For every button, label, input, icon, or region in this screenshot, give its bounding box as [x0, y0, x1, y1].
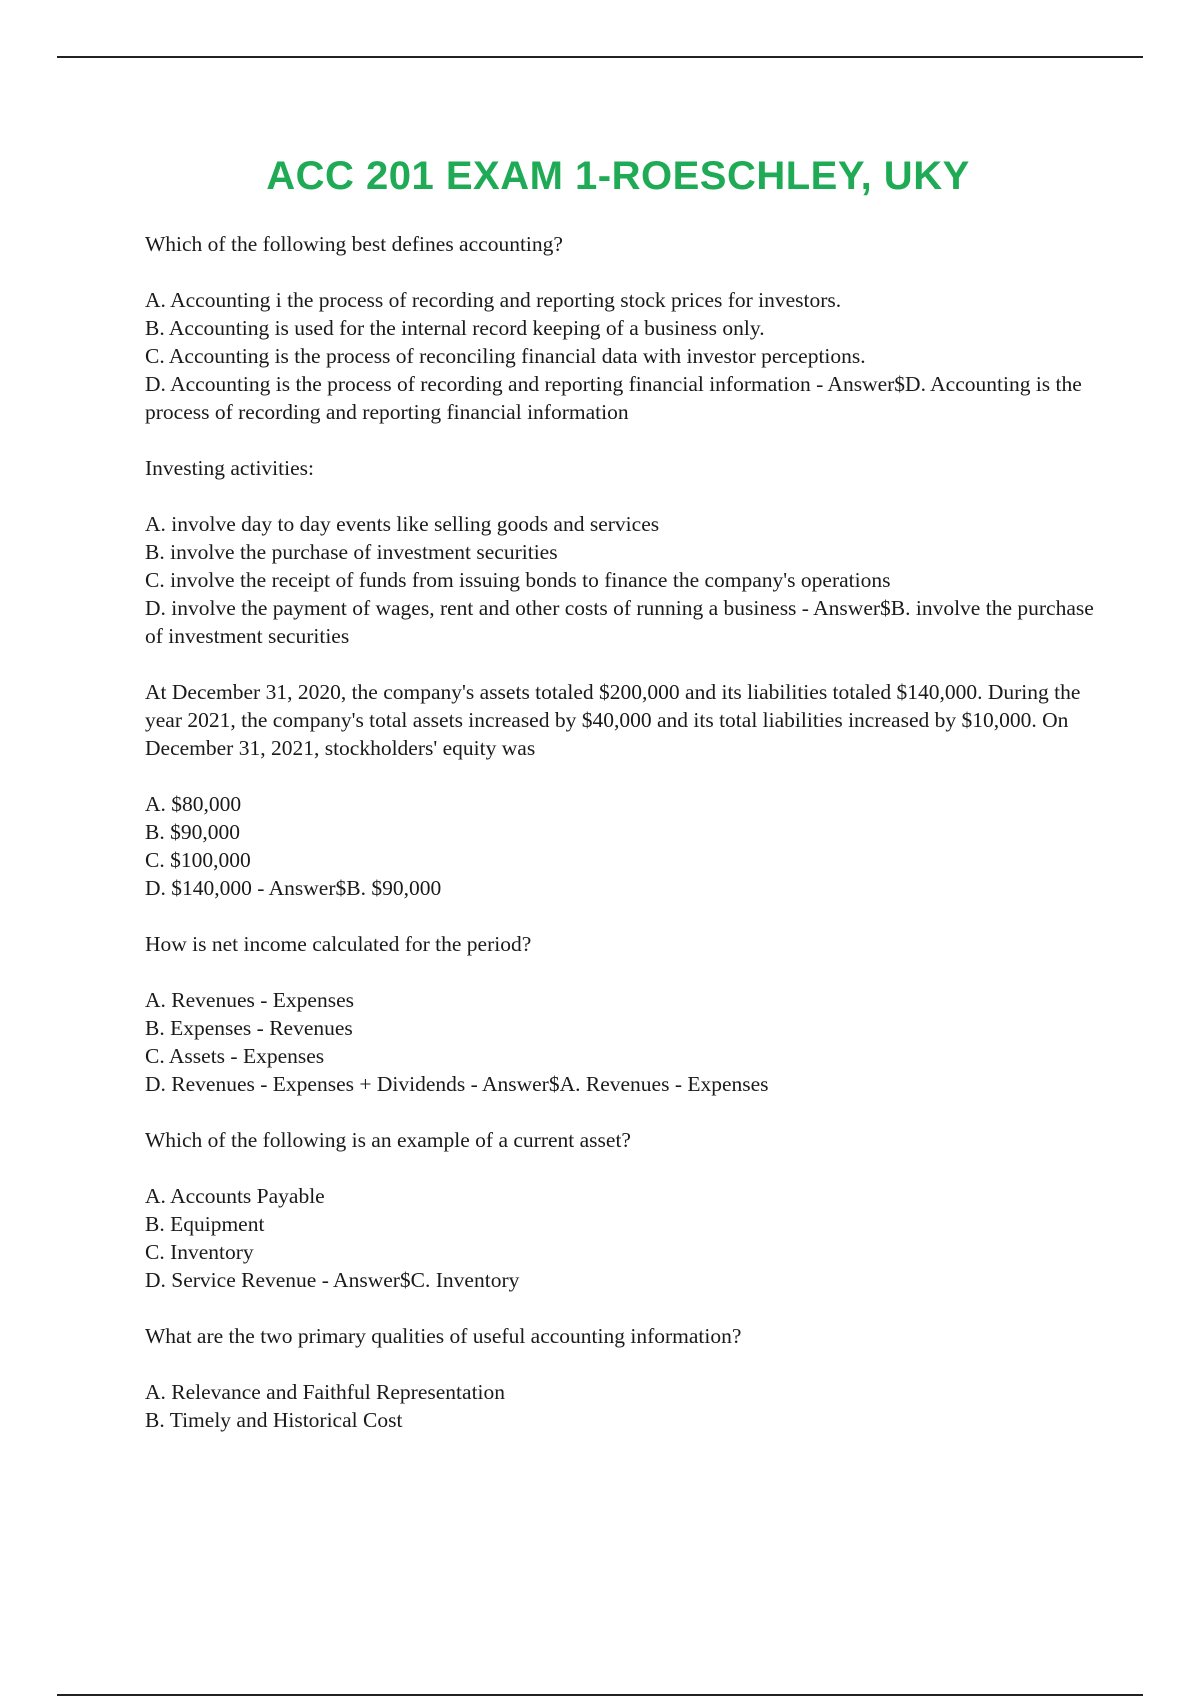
- document-body: [145, 230, 1105, 1462]
- answer-options: [145, 1182, 1105, 1294]
- question-prompt: What are the two primary qualities of useful accounting information?: [145, 1324, 742, 1348]
- page-title: ACC 201 EXAM 1-ROESCHLEY, UKY: [266, 154, 970, 198]
- option-item: C. $100,000: [145, 848, 251, 872]
- option-item: C. Accounting is the process of reconciling financial data with investor perceptions.: [145, 344, 866, 368]
- option-item: C. Inventory: [145, 1240, 254, 1264]
- answer-options: [145, 1378, 1105, 1434]
- option-item: D. involve the payment of wages, rent and other costs of running a business - Answer$B. involve the purchase of investment securities: [145, 596, 1094, 648]
- option-item: A. Accounts Payable: [145, 1184, 325, 1208]
- option-item: B. $90,000: [145, 820, 240, 844]
- option-item: C. Assets - Expenses: [145, 1044, 325, 1068]
- option-item: B. involve the purchase of investment securities: [145, 540, 558, 564]
- question-prompt: How is net income calculated for the period?: [145, 932, 532, 956]
- option-item: A. Revenues - Expenses: [145, 988, 354, 1012]
- option-item: B. Expenses - Revenues: [145, 1016, 353, 1040]
- question-prompt: At December 31, 2020, the company's assets totaled $200,000 and its liabilities totaled $140,000. During the year 2021, the company's total assets increased by $40,000 and its total liabilities increased by $10,000. On December 31, 2021, stockholders' equity was: [145, 680, 1081, 760]
- answer-options: [145, 986, 1105, 1098]
- answer-options: [145, 510, 1105, 650]
- option-item: D. $140,000 - Answer$B. $90,000: [145, 876, 442, 900]
- option-item: A. involve day to day events like selling goods and services: [145, 512, 660, 536]
- option-item: B. Equipment: [145, 1212, 265, 1236]
- question-prompt: Investing activities:: [145, 456, 314, 480]
- option-item: D. Revenues - Expenses + Dividends - Answer$A. Revenues - Expenses: [145, 1072, 769, 1096]
- answer-options: [145, 286, 1105, 426]
- question-prompt: Which of the following best defines accounting?: [145, 232, 563, 256]
- footer-divider: [57, 1694, 1143, 1696]
- header-divider: [57, 56, 1143, 58]
- option-item: A. Accounting i the process of recording and reporting stock prices for investors.: [145, 288, 842, 312]
- option-item: A. Relevance and Faithful Representation: [145, 1380, 506, 1404]
- option-item: B. Timely and Historical Cost: [145, 1408, 403, 1432]
- answer-options: [145, 790, 1105, 902]
- option-item: D. Accounting is the process of recording and reporting financial information - Answer$D. Accounting is the process of recording and reporting financial information: [145, 372, 1082, 424]
- question-prompt: Which of the following is an example of a current asset?: [145, 1128, 631, 1152]
- option-item: D. Service Revenue - Answer$C. Inventory: [145, 1268, 520, 1292]
- option-item: B. Accounting is used for the internal record keeping of a business only.: [145, 316, 765, 340]
- option-item: C. involve the receipt of funds from issuing bonds to finance the company's operations: [145, 568, 891, 592]
- option-item: A. $80,000: [145, 792, 242, 816]
